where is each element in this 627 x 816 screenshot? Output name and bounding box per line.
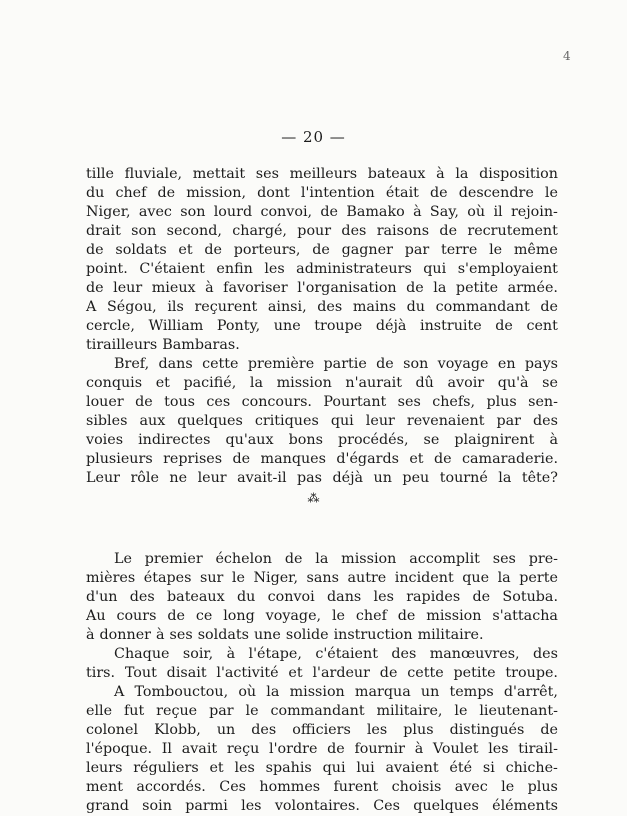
text-line: à donner à ses soldats une solide instruction militaire. bbox=[86, 627, 484, 643]
text-line: de leur mieux à favoriser l'organisation de la petite armée. bbox=[86, 280, 558, 296]
corner-mark: 4 bbox=[563, 49, 571, 63]
text-line: de soldats et de porteurs, de gagner par terre le même bbox=[86, 242, 558, 258]
section-separator: ⁂ bbox=[307, 491, 320, 505]
text-line: ment accordés. Ces hommes furent choisis avec le plus bbox=[86, 779, 558, 795]
text-block-1 bbox=[86, 165, 558, 488]
text-line: Bref, dans cette première partie de son voyage en pays bbox=[114, 356, 558, 372]
text-line: drait son second, chargé, pour des raisons de recrutement bbox=[86, 223, 558, 239]
text-line: tirs. Tout disait l'activité et l'ardeur de cette petite troupe. bbox=[86, 665, 558, 681]
text-line: A Tombouctou, où la mission marqua un temps d'arrêt, bbox=[114, 684, 558, 700]
text-line: sibles aux quelques critiques qui leur revenaient par des bbox=[86, 413, 558, 429]
text-line: Au cours de ce long voyage, le chef de mission s'attacha bbox=[86, 608, 558, 624]
text-line: mières étapes sur le Niger, sans autre incident que la perte bbox=[86, 570, 558, 586]
text-line: colonel Klobb, un des officiers les plus distingués de bbox=[86, 722, 558, 738]
text-line: elle fut reçue par le commandant militaire, le lieutenant- bbox=[86, 703, 558, 719]
page-number: — 20 — bbox=[281, 128, 346, 146]
text-line: louer de tous ces concours. Pourtant ses chefs, plus sen- bbox=[86, 394, 558, 410]
text-line: Leur rôle ne leur avait-il pas déjà un peu tourné la tête? bbox=[86, 470, 558, 486]
text-line: tille fluviale, mettait ses meilleurs bateaux à la disposition bbox=[86, 166, 558, 182]
text-line: plusieurs reprises de manques d'égards et de camaraderie. bbox=[86, 451, 558, 467]
text-line: voies indirectes qu'aux bons procédés, se plaignirent à bbox=[86, 432, 558, 448]
text-line: grand soin parmi les volontaires. Ces quelques éléments bbox=[86, 798, 558, 814]
text-line: Chaque soir, à l'étape, c'étaient des manœuvres, des bbox=[114, 646, 558, 662]
text-line: conquis et pacifié, la mission n'aurait dû avoir qu'à se bbox=[86, 375, 558, 391]
text-line: du chef de mission, dont l'intention était de descendre le bbox=[86, 185, 558, 201]
text-line: d'un des bateaux du convoi dans les rapides de Sotuba. bbox=[86, 589, 558, 605]
text-line: point. C'étaient enfin les administrateurs qui s'employaient bbox=[86, 261, 558, 277]
text-line: cercle, William Ponty, une troupe déjà instruite de cent bbox=[86, 318, 558, 334]
text-line: Le premier échelon de la mission accomplit ses pre- bbox=[114, 551, 558, 567]
text-line: tirailleurs Bambaras. bbox=[86, 337, 240, 353]
text-line: Niger, avec son lourd convoi, de Bamako à Say, où il rejoin- bbox=[86, 204, 558, 220]
text-line: l'époque. Il avait reçu l'ordre de fournir à Voulet les tirail- bbox=[86, 741, 558, 757]
text-block-2 bbox=[86, 550, 558, 816]
text-line: leurs réguliers et les spahis qui lui avaient été si chiche- bbox=[86, 760, 558, 776]
text-line: A Ségou, ils reçurent ainsi, des mains du commandant de bbox=[86, 299, 558, 315]
